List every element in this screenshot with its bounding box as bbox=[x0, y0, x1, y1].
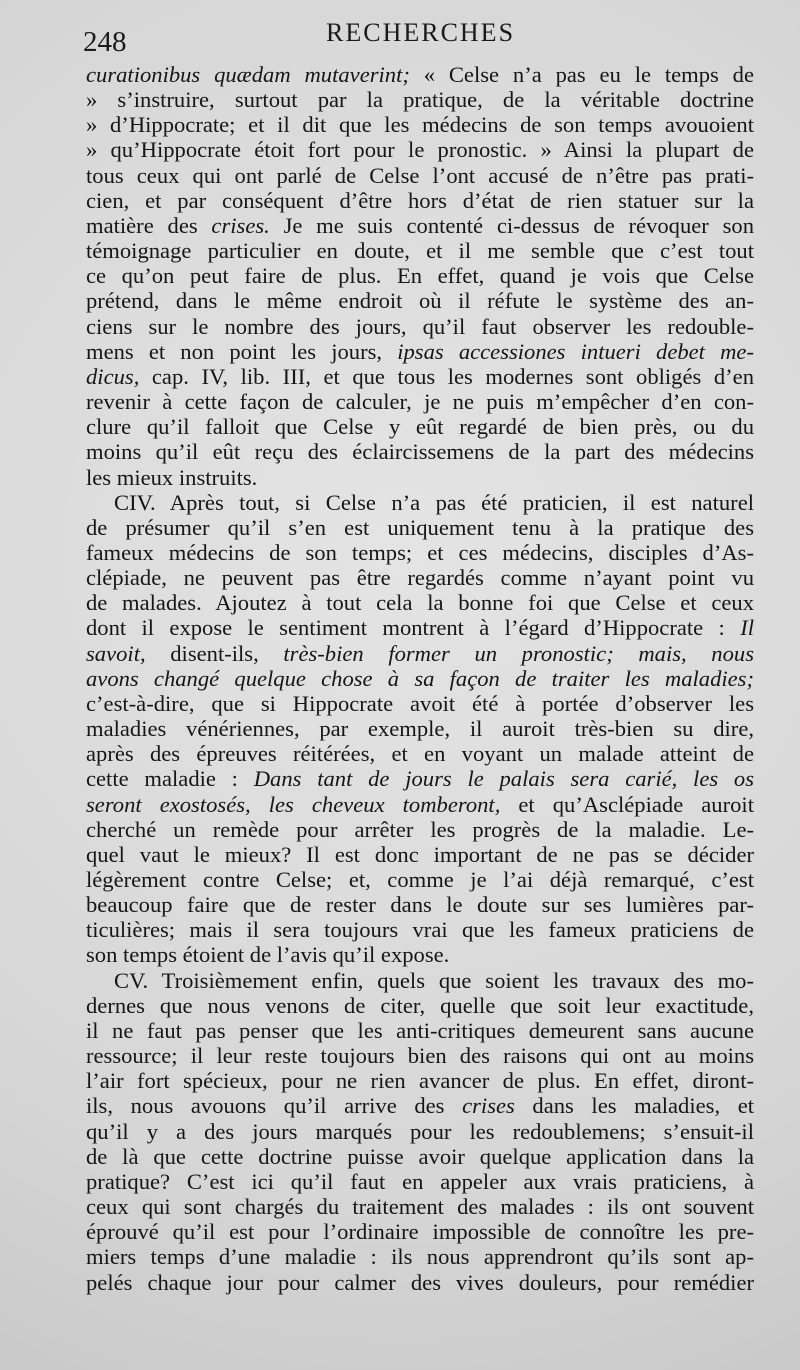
text-span: tous ceux qui ont parlé de Celse l’ont accusé de n’être pas prati- bbox=[86, 162, 754, 188]
text-line bbox=[86, 817, 754, 842]
text-line bbox=[86, 615, 754, 640]
text-line bbox=[86, 188, 754, 213]
text-line bbox=[86, 1043, 754, 1068]
text-line bbox=[86, 565, 754, 590]
text-span: miers temps d’une maladie : ils nous apprendront qu’ils sont ap- bbox=[86, 1244, 754, 1270]
page-number: 248 bbox=[83, 26, 127, 58]
text-span: pelés chaque jour pour calmer des vives douleurs, pour remédier bbox=[86, 1269, 754, 1295]
text-line bbox=[86, 590, 754, 615]
text-span: pratique? C’est ici qu’il faut en appeler aux vrais praticiens, à bbox=[86, 1168, 754, 1194]
text-span: CIV. Après tout, si Celse n’a pas été praticien, il est naturel bbox=[114, 489, 754, 515]
text-line bbox=[86, 263, 754, 288]
text-span: dont il expose le sentiment montrent à l’égard d’Hippocrate : bbox=[86, 615, 741, 641]
text-span: clure qu’il falloit que Celse y eût regardé de bien près, ou du bbox=[86, 414, 754, 440]
text-span: ils, nous avouons qu’il arrive des bbox=[86, 1093, 463, 1119]
text-span: ressource; il leur reste toujours bien des raisons qui ont au moins bbox=[86, 1043, 754, 1069]
text-line bbox=[86, 213, 754, 238]
text-span: et qu’Asclépiade auroit bbox=[500, 791, 754, 817]
text-line bbox=[86, 288, 754, 313]
italic-span: avons changé quelque chose à sa façon de traiter les maladies; bbox=[86, 665, 754, 691]
italic-span: ipsas accessiones intueri debet me- bbox=[397, 338, 754, 364]
text-line bbox=[86, 439, 754, 464]
italic-span: seront exostosés, les cheveux tomberont, bbox=[86, 791, 501, 817]
text-span: ciens sur le nombre des jours, qu’il faut observer les redouble- bbox=[86, 313, 754, 339]
text-span: prétend, dans le même endroit où il réfute le système des an- bbox=[86, 288, 754, 314]
text-span: moins qu’il eût reçu des éclaircissemens de la part des médecins bbox=[86, 439, 754, 465]
text-span: légèrement contre Celse; et, comme je l’ai déjà remarqué, c’est bbox=[86, 867, 754, 892]
text-span: maladies vénériennes, par exemple, il auroit très-bien su dire, bbox=[86, 716, 754, 742]
text-line bbox=[86, 414, 754, 439]
text-line bbox=[86, 842, 754, 867]
text-span: « Celse n’a pas eu le temps de bbox=[409, 62, 754, 87]
text-span: » d’Hippocrate; et il dit que les médecins de son temps avouoient bbox=[86, 112, 754, 138]
text-span: cap. IV, lib. III, et que tous les modernes sont obligés d’en bbox=[139, 363, 754, 389]
text-span: » s’instruire, surtout par la pratique, de la véritable doctrine bbox=[86, 87, 754, 113]
text-span: il ne faut pas penser que les anti-critiques demeurent sans aucune bbox=[86, 1017, 754, 1043]
text-line bbox=[86, 137, 754, 162]
text-span: disent-ils, bbox=[145, 640, 284, 666]
text-span: ceux qui sont chargés du traitement des malades : ils ont souvent bbox=[86, 1194, 754, 1220]
italic-span: très-bien former un pronostic; mais, nous bbox=[283, 640, 754, 666]
text-span: de présumer qu’il s’en est uniquement tenu à la pratique des bbox=[86, 514, 754, 540]
text-line bbox=[86, 993, 754, 1018]
text-span: ce qu’on peut faire de plus. En effet, quand je vois que Celse bbox=[86, 263, 754, 289]
text-span: témoignage particulier en doute, et il me semble que c’est tout bbox=[86, 238, 754, 264]
text-line bbox=[86, 314, 754, 339]
italic-span: dicus, bbox=[86, 363, 140, 389]
text-span: mens et non point les jours, bbox=[86, 338, 398, 364]
text-line bbox=[86, 641, 754, 666]
page-header bbox=[0, 10, 800, 60]
text-line bbox=[86, 666, 754, 691]
text-line bbox=[86, 691, 754, 716]
text-span: cien, et par conséquent d’être hors d’état de rien statuer sur la bbox=[86, 187, 754, 213]
text-span: dernes que nous venons de citer, quelle que soit leur exactitude, bbox=[86, 992, 754, 1018]
text-span: » qu’Hippocrate étoit fort pour le pronostic. » Ainsi la plupart de bbox=[86, 137, 754, 163]
text-line bbox=[86, 1018, 754, 1043]
text-line bbox=[86, 716, 754, 741]
text-span: beaucoup faire que de rester dans le doute sur ses lumières par- bbox=[86, 892, 754, 918]
body-text bbox=[86, 62, 754, 1295]
text-line bbox=[86, 1194, 754, 1219]
text-span: de là que cette doctrine puisse avoir quelque application dans la bbox=[86, 1143, 754, 1169]
text-span: les mieux instruits. bbox=[86, 464, 258, 490]
text-line bbox=[86, 238, 754, 263]
text-span: matière des bbox=[86, 212, 212, 238]
text-line bbox=[86, 339, 754, 364]
text-line bbox=[86, 163, 754, 188]
italic-span: savoit, bbox=[86, 640, 146, 666]
text-span: l’air fort spécieux, pour ne rien avancer de plus. En effet, diront- bbox=[86, 1068, 754, 1094]
text-line bbox=[86, 867, 754, 892]
text-line bbox=[86, 1219, 754, 1244]
text-line bbox=[86, 1068, 754, 1093]
text-line bbox=[86, 87, 754, 112]
italic-span: Dans tant de jours le palais sera carié, les os bbox=[253, 766, 754, 792]
text-span: cette maladie : bbox=[86, 766, 254, 792]
text-line bbox=[86, 515, 754, 540]
text-line bbox=[86, 792, 754, 817]
text-line bbox=[86, 741, 754, 766]
text-span: fameux médecins de son temps; et ces médecins, disciples d’As- bbox=[86, 539, 754, 565]
text-line bbox=[86, 1169, 754, 1194]
text-span: dans les maladies, et bbox=[514, 1093, 754, 1119]
text-span: de malades. Ajoutez à tout cela la bonne foi que Celse et ceux bbox=[86, 590, 754, 616]
text-line bbox=[86, 364, 754, 389]
text-line bbox=[86, 389, 754, 414]
text-line bbox=[86, 1093, 754, 1118]
text-span: quel vaut le mieux? Il est donc important de ne pas se décider bbox=[86, 841, 754, 867]
text-span: CV. Troisièmement enfin, quels que soient les travaux des mo- bbox=[114, 967, 754, 993]
text-line bbox=[86, 62, 754, 87]
italic-span: Il bbox=[740, 615, 754, 641]
text-line bbox=[86, 1119, 754, 1144]
text-span: Je me suis contenté ci-dessus de révoquer son bbox=[269, 212, 754, 238]
text-line bbox=[86, 1244, 754, 1269]
text-line bbox=[86, 490, 754, 515]
text-line bbox=[86, 112, 754, 137]
text-line bbox=[86, 942, 754, 967]
text-span: cherché un remède pour arrêter les progrès de la maladie. Le- bbox=[86, 816, 754, 842]
text-span: revenir à cette façon de calculer, je ne puis m’empêcher d’en con- bbox=[86, 389, 754, 415]
text-line bbox=[86, 766, 754, 791]
text-span: clépiade, ne peuvent pas être regardés comme n’ayant point vu bbox=[86, 565, 754, 591]
text-span: ticulières; mais il sera toujours vrai que les fameux praticiens de bbox=[86, 917, 754, 943]
italic-span: crises bbox=[462, 1093, 515, 1119]
text-span: qu’il y a des jours marqués pour les redoublemens; s’ensuit-il bbox=[86, 1118, 754, 1144]
text-span: éprouvé qu’il est pour l’ordinaire impossible de connoître les pre- bbox=[86, 1219, 754, 1245]
running-title: RECHERCHES bbox=[326, 18, 516, 47]
text-line bbox=[86, 540, 754, 565]
italic-span: curationibus quædam mutaverint; bbox=[86, 62, 410, 87]
text-span: après des épreuves réitérées, et en voyant un malade atteint de bbox=[86, 741, 754, 767]
text-line bbox=[86, 968, 754, 993]
text-line bbox=[86, 465, 754, 490]
italic-span: crises. bbox=[211, 212, 270, 238]
text-line bbox=[86, 917, 754, 942]
text-span: son temps étoient de l’avis qu’il expose. bbox=[86, 942, 450, 968]
text-line bbox=[86, 892, 754, 917]
text-line bbox=[86, 1144, 754, 1169]
text-span: c’est-à-dire, que si Hippocrate avoit été à portée d’observer les bbox=[86, 690, 754, 716]
text-line bbox=[86, 1270, 754, 1295]
